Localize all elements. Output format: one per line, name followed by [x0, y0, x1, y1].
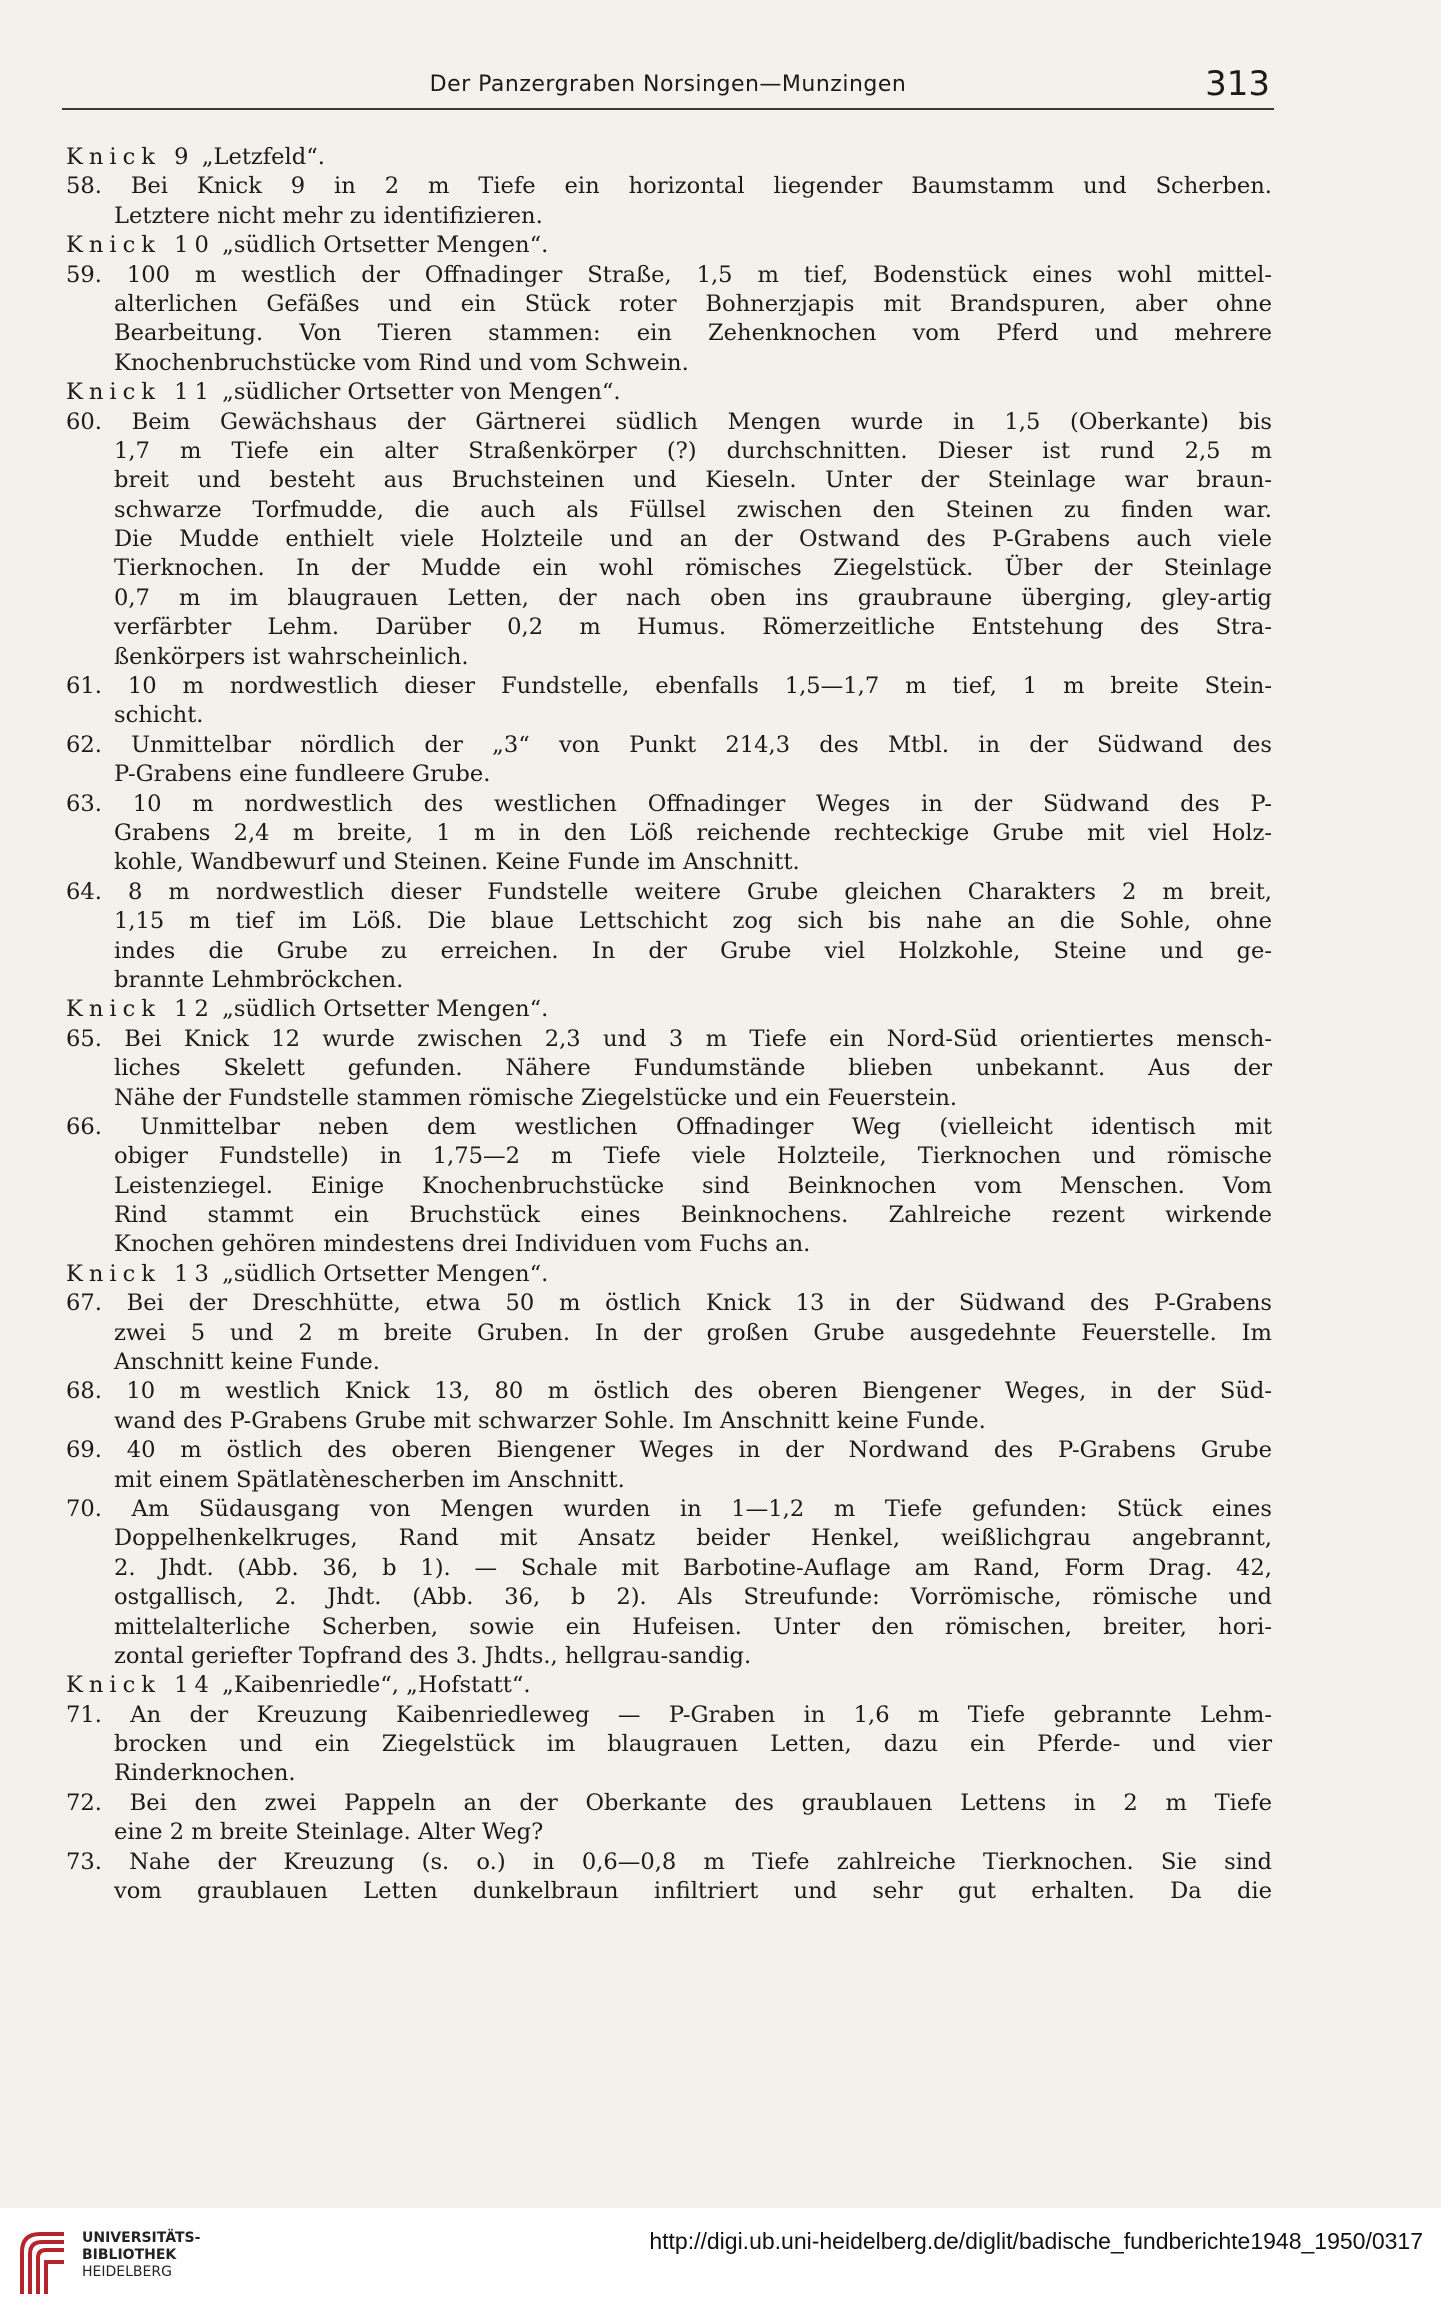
- entry-line: Leistenziegel. Einige Knochenbruchstücke sind Beinknochen vom Menschen. Vom: [114, 1172, 1272, 1199]
- entry-line: schwarze Torfmudde, die auch als Füllsel zwischen den Steinen zu finden war.: [114, 496, 1272, 523]
- entry-line: brannte Lehmbröckchen.: [114, 966, 404, 993]
- entry-first-line: 69. 40 m östlich des oberen Biengener Weges in der Nordwand des P-Grabens Grube: [66, 1437, 1272, 1464]
- entry-line: Anschnitt keine Funde.: [114, 1349, 380, 1376]
- knick-location: „Letzfeld“.: [194, 144, 325, 170]
- library-name-line: HEIDELBERG: [82, 2264, 172, 2280]
- entry-line: Bearbeitung. Von Tieren stammen: ein Zehenknochen vom Pferd und mehrere: [114, 320, 1272, 347]
- entry-first-line: 72. Bei den zwei Pappeln an der Oberkante des graublauen Lettens in 2 m Tiefe: [66, 1789, 1272, 1816]
- entry-line: ostgallisch, 2. Jhdt. (Abb. 36, b 2). Als Streufunde: Vorrömische, römische und: [114, 1584, 1272, 1611]
- entry-line: vom graublauen Letten dunkelbraun infiltriert und sehr gut erhalten. Da die: [114, 1878, 1272, 1905]
- knick-location: „südlicher Ortsetter von Mengen“.: [214, 379, 621, 406]
- running-header: [62, 62, 1274, 110]
- entry-line: 1,7 m Tiefe ein alter Straßenkörper (?) durchschnitten. Dieser ist rund 2,5 m: [114, 437, 1272, 464]
- entry-line: breit und besteht aus Bruchsteinen und Kieseln. Unter der Steinlage war braun-: [114, 467, 1272, 494]
- knick-heading: [66, 378, 1272, 407]
- entry-first-line: 70. Am Südausgang von Mengen wurden in 1—1,2 m Tiefe gefunden: Stück eines: [66, 1495, 1272, 1522]
- entry-line: verfärbter Lehm. Darüber 0,2 m Humus. Römerzeitliche Entstehung des Stra-: [114, 614, 1272, 641]
- knick-label: Knick 10: [66, 232, 215, 259]
- knick-location: „südlich Ortsetter Mengen“.: [214, 1260, 549, 1287]
- entry-line: P-Grabens eine fundleere Grube.: [114, 761, 491, 788]
- entry-line: mittelalterliche Scherben, sowie ein Hufeisen. Unter den römischen, breiter, hori-: [114, 1613, 1272, 1640]
- knick-location: „südlich Ortsetter Mengen“.: [214, 996, 549, 1023]
- entry-line: Letztere nicht mehr zu identifizieren.: [114, 202, 543, 229]
- entry-line: Nähe der Fundstelle stammen römische Ziegelstücke und ein Feuerstein.: [114, 1084, 958, 1111]
- knick-heading: [66, 1260, 1272, 1289]
- entry-line: obiger Fundstelle) in 1,75—2 m Tiefe viele Holzteile, Tierknochen und römische: [114, 1143, 1272, 1170]
- entry-first-line: 65. Bei Knick 12 wurde zwischen 2,3 und 3 m Tiefe ein Nord-Süd orientiertes mensch-: [66, 1025, 1272, 1052]
- entry-line: Doppelhenkelkruges, Rand mit Ansatz beider Henkel, weißlichgrau angebrannt,: [114, 1525, 1272, 1552]
- running-title: Der Panzergraben Norsingen—Munzingen: [429, 72, 907, 97]
- entry-first-line: 71. An der Kreuzung Kaibenriedleweg — P-Graben in 1,6 m Tiefe gebrannte Lehm-: [66, 1701, 1272, 1728]
- entry-first-line: 64. 8 m nordwestlich dieser Fundstelle weitere Grube gleichen Charakters 2 m breit,: [66, 878, 1272, 905]
- entry-line: Tierknochen. In der Mudde ein wohl römisches Ziegelstück. Über der Steinlage: [114, 555, 1272, 582]
- entry-line: zwei 5 und 2 m breite Gruben. In der großen Grube ausgedehnte Feuerstelle. Im: [114, 1319, 1272, 1346]
- knick-label: Knick 9: [66, 144, 195, 170]
- library-logo-icon: [14, 2224, 72, 2296]
- entry-line: zontal geriefter Topfrand des 3. Jhdts., hellgrau-sandig.: [114, 1642, 752, 1669]
- entry-line: 0,7 m im blaugrauen Letten, der nach oben ins graubraune überging, gley-artig: [114, 584, 1272, 611]
- knick-heading: [66, 1671, 1272, 1700]
- knick-heading: [66, 143, 1272, 172]
- entry-line: 1,15 m tief im Löß. Die blaue Lettschicht zog sich bis nahe an die Sohle, ohne: [114, 908, 1272, 935]
- footer-bar: [0, 2208, 1441, 2311]
- entry-first-line: 62. Unmittelbar nördlich der „3“ von Punkt 214,3 des Mtbl. in der Südwand des: [66, 731, 1272, 758]
- entry-line: schicht.: [114, 702, 204, 729]
- entry-line: Knochen gehören mindestens drei Individuen vom Fuchs an.: [114, 1231, 811, 1258]
- entry-first-line: 61. 10 m nordwestlich dieser Fundstelle, ebenfalls 1,5—1,7 m tief, 1 m breite Stein-: [66, 673, 1272, 700]
- knick-label: Knick 14: [66, 1672, 215, 1699]
- entry-first-line: 60. Beim Gewächshaus der Gärtnerei südlich Mengen wurde in 1,5 (Oberkante) bis: [66, 408, 1272, 435]
- page-number: 313: [1205, 64, 1270, 104]
- source-url[interactable]: http://digi.ub.uni-heidelberg.de/diglit/badische_fundberichte1948_1950/0317: [649, 2228, 1423, 2254]
- library-name: [82, 2230, 200, 2281]
- entry-line: kohle, Wandbewurf und Steinen. Keine Funde im Anschnitt.: [114, 849, 800, 876]
- entry-first-line: 58. Bei Knick 9 in 2 m Tiefe ein horizontal liegender Baumstamm und Scherben.: [66, 173, 1272, 200]
- knick-label: Knick 11: [66, 379, 215, 406]
- knick-label: Knick 12: [66, 996, 215, 1023]
- knick-label: Knick 13: [66, 1260, 215, 1287]
- entry-line: mit einem Spätlatènescherben im Anschnitt.: [114, 1466, 625, 1493]
- knick-heading: [66, 231, 1272, 260]
- library-name-line: UNIVERSITÄTS-: [82, 2230, 201, 2246]
- entry-line: Rinderknochen.: [114, 1760, 296, 1787]
- entry-first-line: 63. 10 m nordwestlich des westlichen Offnadinger Weges in der Südwand des P-: [66, 790, 1272, 817]
- entry-line: Rind stammt ein Bruchstück eines Beinknochens. Zahlreiche rezent wirkende: [114, 1202, 1272, 1229]
- page-body: [66, 143, 1272, 1906]
- entry-line: wand des P-Grabens Grube mit schwarzer Sohle. Im Anschnitt keine Funde.: [114, 1407, 986, 1434]
- entry-line: Die Mudde enthielt viele Holzteile und an der Ostwand des P-Grabens auch viele: [114, 526, 1272, 553]
- library-name-line: BIBLIOTHEK: [82, 2247, 177, 2263]
- entry-first-line: 73. Nahe der Kreuzung (s. o.) in 0,6—0,8 m Tiefe zahlreiche Tierknochen. Sie sind: [66, 1848, 1272, 1875]
- entry-first-line: 66. Unmittelbar neben dem westlichen Offnadinger Weg (vielleicht identisch mit: [66, 1113, 1272, 1140]
- entry-line: alterlichen Gefäßes und ein Stück roter Bohnerzjapis mit Brandspuren, aber ohne: [114, 290, 1272, 317]
- entry-line: eine 2 m breite Steinlage. Alter Weg?: [114, 1819, 544, 1846]
- entry-first-line: 68. 10 m westlich Knick 13, 80 m östlich des oberen Biengener Weges, in der Süd-: [66, 1378, 1272, 1405]
- entry-line: ßenkörpers ist wahrscheinlich.: [114, 643, 469, 670]
- entry-first-line: 59. 100 m westlich der Offnadinger Straße, 1,5 m tief, Bodenstück eines wohl mittel-: [66, 261, 1272, 288]
- entry-line: brocken und ein Ziegelstück im blaugrauen Letten, dazu ein Pferde- und vier: [114, 1731, 1272, 1758]
- knick-location: „südlich Ortsetter Mengen“.: [214, 232, 549, 259]
- knick-heading: [66, 995, 1272, 1024]
- entry-line: indes die Grube zu erreichen. In der Grube viel Holzkohle, Steine und ge-: [114, 937, 1272, 964]
- knick-location: „Kaibenriedle“, „Hofstatt“.: [214, 1672, 531, 1699]
- entry-line: 2. Jhdt. (Abb. 36, b 1). — Schale mit Barbotine-Auflage am Rand, Form Drag. 42,: [114, 1554, 1272, 1581]
- entry-line: liches Skelett gefunden. Nähere Fundumstände blieben unbekannt. Aus der: [114, 1055, 1272, 1082]
- entry-first-line: 67. Bei der Dreschhütte, etwa 50 m östlich Knick 13 in der Südwand des P-Grabens: [66, 1290, 1272, 1317]
- entry-line: Knochenbruchstücke vom Rind und vom Schwein.: [114, 349, 689, 376]
- entry-line: Grabens 2,4 m breite, 1 m in den Löß reichende rechteckige Grube mit viel Holz-: [114, 819, 1272, 846]
